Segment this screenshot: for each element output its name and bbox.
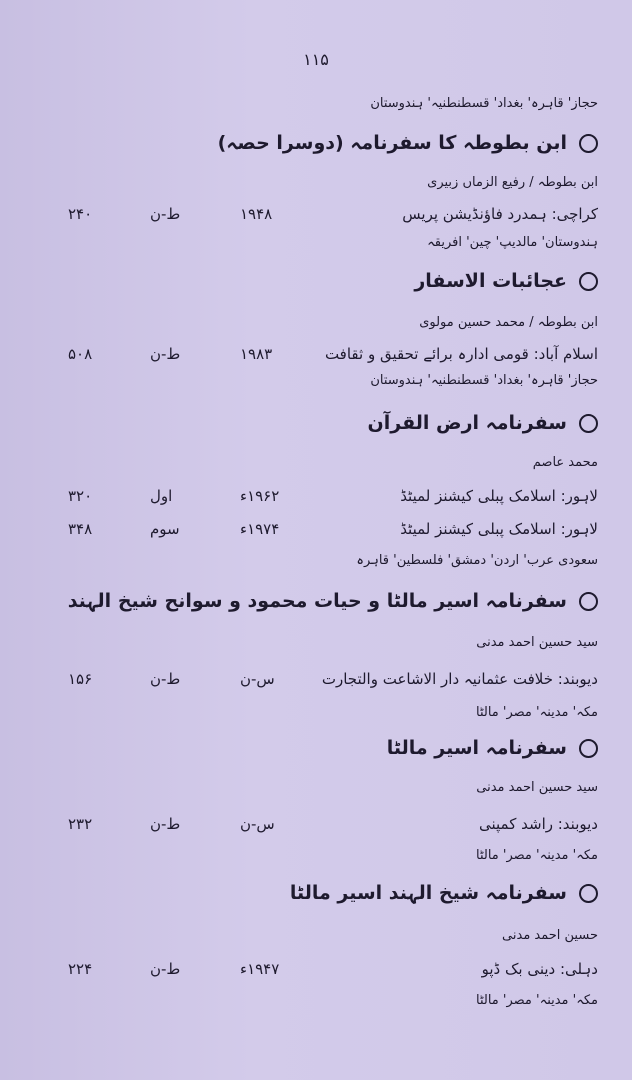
edition-cell: ط-ن [150, 345, 181, 363]
book-title [68, 590, 598, 612]
locations-line: حجاز' قاہرہ' بغداد' قسطنطنیہ' ہندوستان [370, 96, 598, 111]
book-title [290, 882, 598, 904]
pages-cell: ۱۵۶ [68, 670, 93, 688]
edition-cell: ط-ن [150, 205, 181, 223]
book-title-text: عجائبات الاسفار [414, 270, 567, 292]
author-line: حسین احمد مدنی [502, 928, 598, 943]
publisher-line: لاہور: اسلامک پبلی کیشنز لمیٹڈ [400, 487, 598, 505]
edition-cell: اول [150, 487, 173, 505]
year-cell: س-ن [240, 670, 275, 688]
bullet-circle-icon [579, 884, 598, 903]
pages-cell: ۳۲۰ [68, 487, 93, 505]
year-cell: ۱۹۷۴ء [240, 520, 280, 538]
year-cell: ۱۹۴۷ء [240, 960, 280, 978]
book-title-text: سفرنامہ اسیر مالٹا [386, 737, 567, 759]
author-line: ابن بطوطہ / رفیع الزماں زبیری [427, 175, 598, 190]
author-line: محمد عاصم [532, 455, 598, 470]
pages-cell: ۳۴۸ [68, 520, 93, 538]
locations-line: مکہ' مدینہ' مصر' مالٹا [475, 993, 598, 1008]
book-title-text: سفرنامہ شیخ الہند اسیر مالٹا [289, 882, 567, 904]
bullet-circle-icon [579, 134, 598, 153]
book-title-text: ابن بطوطہ کا سفرنامہ (دوسرا حصہ) [217, 132, 567, 154]
pages-cell: ۲۴۰ [68, 205, 93, 223]
year-cell: ۱۹۴۸ [240, 205, 273, 223]
author-line: سید حسین احمد مدنی [476, 780, 598, 795]
page-number: ۱۱۵ [303, 50, 329, 69]
publisher-line: دیوبند: راشد کمپنی [479, 815, 598, 833]
bullet-circle-icon [579, 592, 598, 611]
pages-cell: ۲۲۴ [68, 960, 93, 978]
author-line: ابن بطوطہ / محمد حسین مولوی [419, 315, 598, 330]
edition-cell: سوم [150, 520, 180, 538]
edition-cell: ط-ن [150, 960, 181, 978]
book-title [387, 737, 598, 759]
book-title [368, 412, 598, 434]
edition-cell: ط-ن [150, 815, 181, 833]
year-cell: س-ن [240, 815, 275, 833]
book-title [218, 132, 598, 154]
year-cell: ۱۹۸۳ [240, 345, 273, 363]
edition-cell: ط-ن [150, 670, 181, 688]
publisher-line: دیوبند: خلافت عثمانیہ دار الاشاعت والتجارت [321, 670, 598, 688]
bullet-circle-icon [579, 272, 598, 291]
publisher-line: دہلی: دینی بک ڈپو [481, 960, 598, 978]
book-title-text: سفرنامہ ارض القرآن [367, 412, 567, 434]
locations-line: حجاز' قاہرہ' بغداد' قسطنطنیہ' ہندوستان [370, 373, 598, 388]
publisher-line: لاہور: اسلامک پبلی کیشنز لمیٹڈ [400, 520, 598, 538]
pages-cell: ۵۰۸ [68, 345, 93, 363]
year-cell: ۱۹۶۲ء [240, 487, 280, 505]
publisher-line: اسلام آباد: قومی ادارہ برائے تحقیق و ثقافت [324, 345, 598, 363]
author-line: سید حسین احمد مدنی [476, 635, 598, 650]
locations-line: سعودی عرب' اردن' دمشق' فلسطین' قاہرہ [356, 553, 598, 568]
pages-cell: ۲۳۲ [68, 815, 93, 833]
publisher-line: کراچی: ہمدرد فاؤنڈیشن پریس [402, 205, 598, 223]
bullet-circle-icon [579, 739, 598, 758]
locations-line: ہندوستان' مالدیپ' چین' افریقہ [427, 235, 598, 250]
book-title [414, 270, 598, 292]
locations-line: مکہ' مدینہ' مصر' مالٹا [475, 705, 598, 720]
bullet-circle-icon [579, 414, 598, 433]
book-title-text: سفرنامہ اسیر مالٹا و حیات محمود و سوانح شیخ الہند [67, 590, 567, 612]
locations-line: مکہ' مدینہ' مصر' مالٹا [475, 848, 598, 863]
